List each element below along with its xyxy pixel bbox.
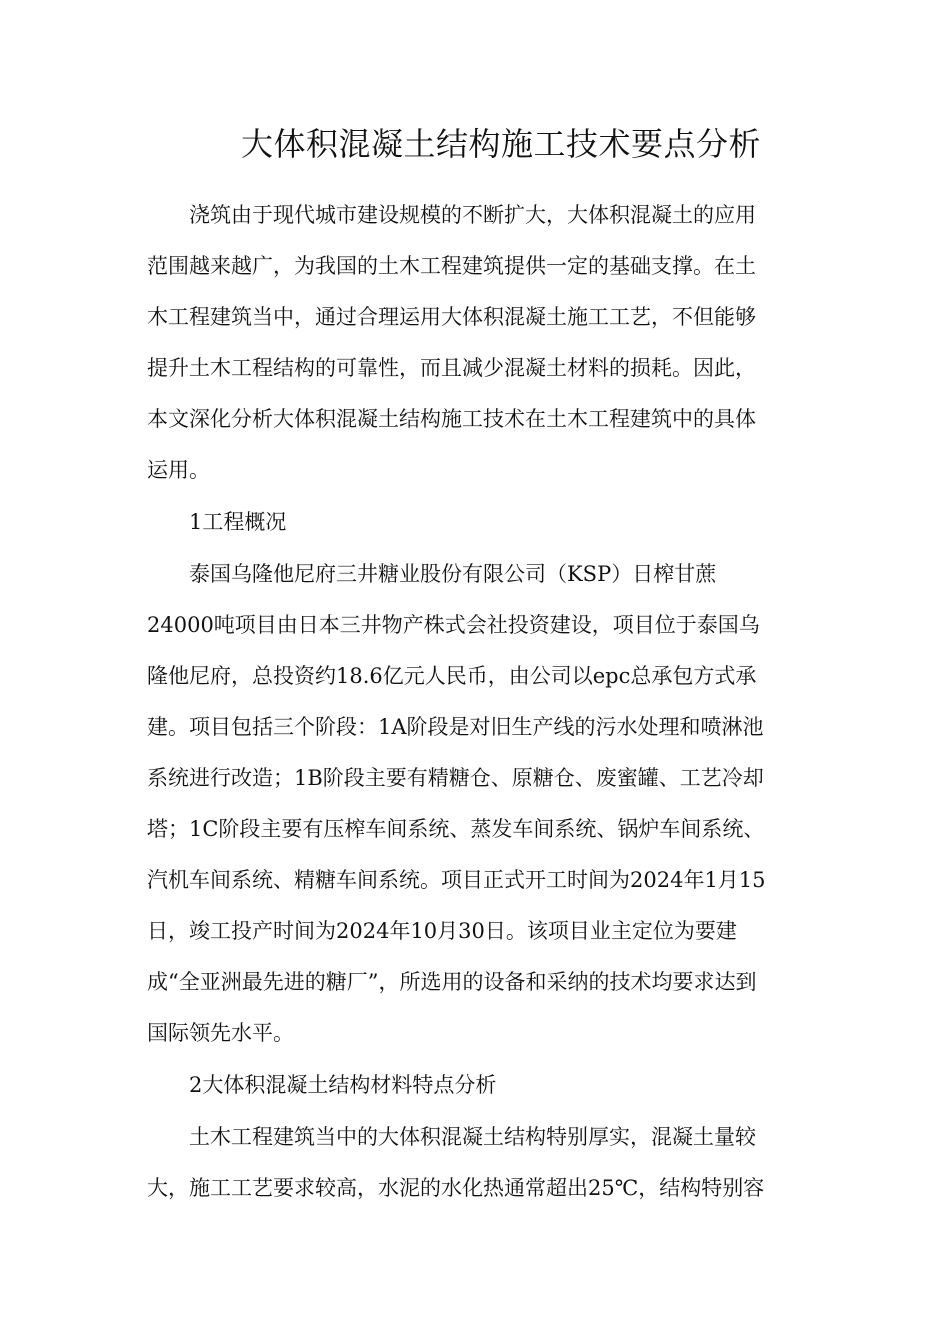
- paragraph-line: 运用。: [147, 458, 210, 482]
- paragraph-line: 范围越来越广，为我国的土木工程建筑提供一定的基础支撑。在土: [147, 254, 756, 278]
- paragraph-line: 国际领先水平。: [147, 1021, 294, 1045]
- paragraph-line: 浇筑由于现代城市建设规模的不断扩大，大体积混凝土的应用: [189, 203, 756, 227]
- paragraph-line: 成“全亚洲最先进的糖厂”，所选用的设备和采纳的技术均要求达到: [147, 970, 757, 994]
- paragraph-line: 24000吨项目由日本三井物产株式会社投资建设，项目位于泰国乌: [147, 613, 760, 637]
- paragraph-line: 泰国乌隆他尼府三井糖业股份有限公司（KSP）日榨甘蔗: [189, 562, 717, 586]
- section-heading: 1工程概况: [189, 510, 287, 534]
- section-heading: 2大体积混凝土结构材料特点分析: [189, 1073, 497, 1097]
- paragraph-line: 塔；1C阶段主要有压榨车间系统、蒸发车间系统、锅炉车间系统、: [147, 817, 765, 841]
- paragraph-line: 木工程建筑当中，通过合理运用大体积混凝土施工工艺，不但能够: [147, 305, 756, 329]
- paragraph-line: 大，施工工艺要求较高，水泥的水化热通常超出25℃，结构特别容: [147, 1176, 765, 1200]
- paragraph-line: 系统进行改造；1B阶段主要有精糖仓、原糖仓、废蜜罐、工艺冷却: [147, 766, 764, 790]
- paragraph-line: 日，竣工投产时间为2024年10月30日。该项目业主定位为要建: [147, 919, 737, 943]
- paragraph-line: 土木工程建筑当中的大体积混凝土结构特别厚实，混凝土量较: [189, 1125, 756, 1149]
- paragraph-line: 本文深化分析大体积混凝土结构施工技术在土木工程建筑中的具体: [147, 407, 756, 431]
- document-title: 大体积混凝土结构施工技术要点分析: [241, 125, 762, 163]
- paragraph-line: 汽机车间系统、精糖车间系统。项目正式开工时间为2024年1月15: [147, 868, 766, 892]
- paragraph-line: 提升土木工程结构的可靠性，而且减少混凝土材料的损耗。因此，: [147, 356, 756, 380]
- paragraph-line: 隆他尼府，总投资约18.6亿元人民币，由公司以epc总承包方式承: [147, 664, 757, 688]
- paragraph-line: 建。项目包括三个阶段：1A阶段是对旧生产线的污水处理和喷淋池: [147, 715, 764, 739]
